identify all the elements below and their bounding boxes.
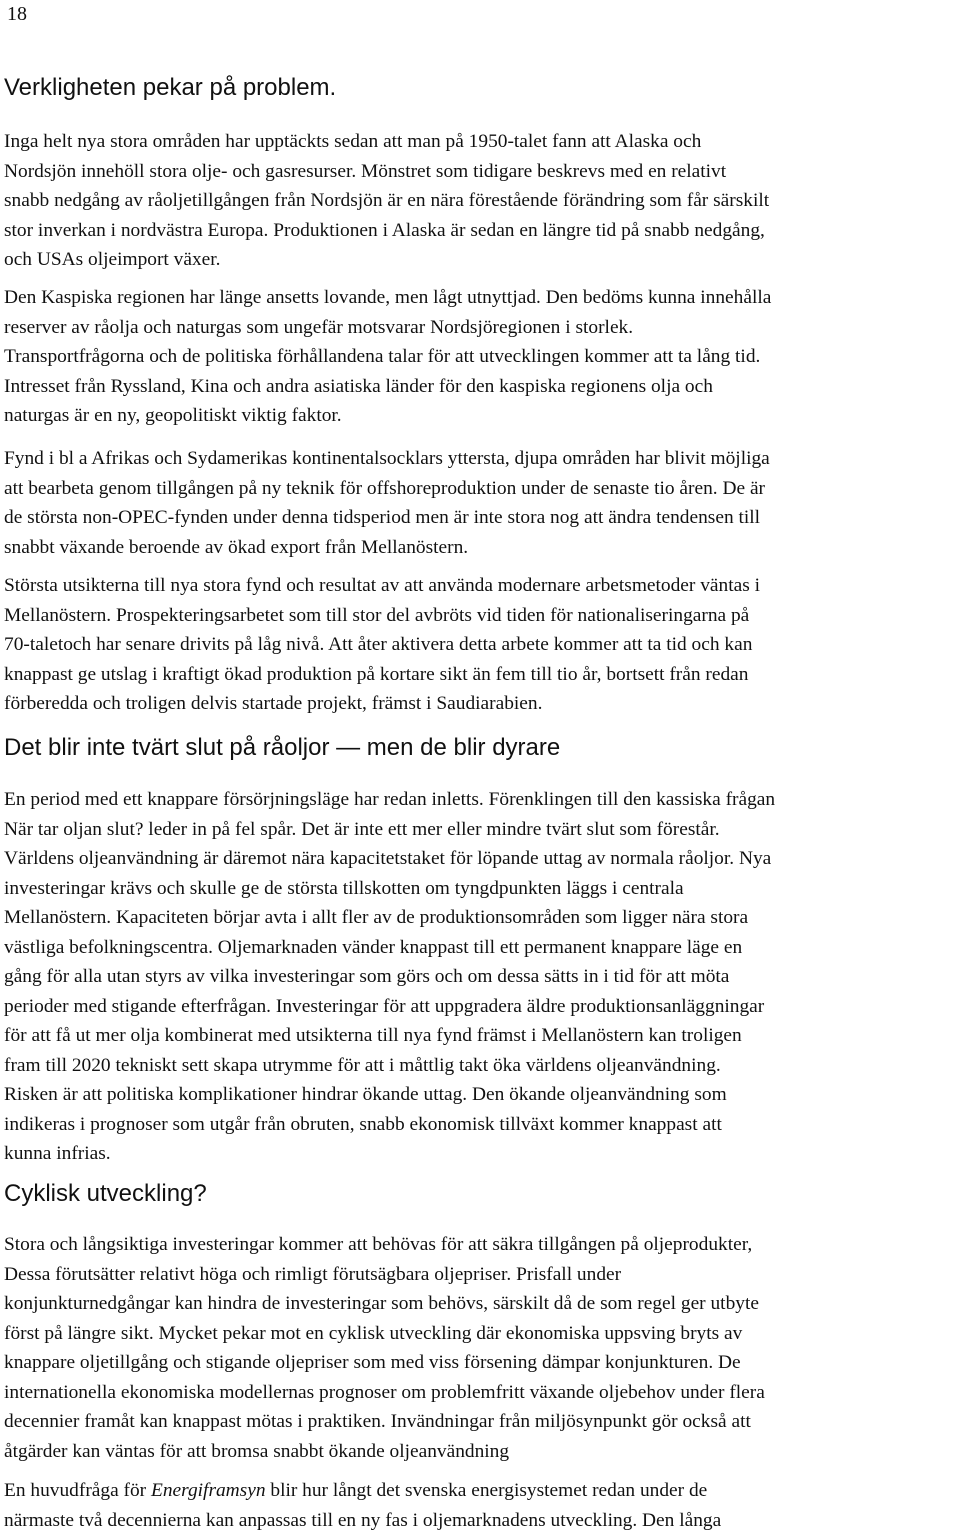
text-line: och USAs oljeimport växer. [4, 249, 221, 270]
section-heading-cyklisk: Cyklisk utveckling? [4, 1180, 207, 1207]
text-line: Risken är att politiska komplikationer hindrar ökande uttag. Den ökande oljeanvändning som [4, 1084, 727, 1105]
text-line: kunna infrias. [4, 1143, 111, 1164]
text-run: En huvudfråga för [4, 1480, 151, 1501]
text-line: indikeras i prognoser som utgår från obruten, snabb ekonomisk tillväxt kommer knappast att [4, 1113, 722, 1135]
text-line: Största utsikterna till nya stora fynd och resultat av att använda modernare arbetsmetoder väntas i [4, 575, 760, 596]
text-line: Fynd i bl a Afrikas och Sydamerikas kontinentalsocklars yttersta, djupa områden har blivit möjliga [4, 448, 770, 469]
text-line: reserver av råolja och naturgas som ungefär motsvarar Nordsjöregionen i storlek. [4, 316, 634, 338]
text-line: Intresset från Ryssland, Kina och andra asiatiska länder för den kaspiska regionens olja och [4, 375, 713, 397]
publication-title: Energiframsyn [151, 1480, 266, 1501]
text-line: konjunkturnedgångar kan hindra de investeringar som behövs, särskilt då de som regel ger utbyte [4, 1293, 759, 1314]
text-line [4, 1476, 721, 1506]
paragraph-kaspiska-regionen [4, 283, 771, 431]
text-line: Mellanöstern. Prospekteringsarbetet som till stor del avbröts vid tiden för nationaliseringarna på [4, 604, 750, 626]
text-line: först på längre sikt. Mycket pekar mot en cyklisk utveckling där ekonomiska uppsving bryts av [4, 1322, 743, 1344]
text-line: 70-taletoch har senare drivits på låg nivå. Att åter aktivera detta arbete kommer att ta tid och kan [4, 634, 753, 655]
text-line: Mellanöstern. Kapaciteten börjar avta i allt fler av de produktionsområden som ligger nära stora [4, 907, 749, 928]
text-line: knappast ge utslag i kraftigt ökad produktion på kortare sikt än fem till tio år, bortsett från redan [4, 663, 749, 685]
text-line: gång för alla utan styrs av vilka investeringar som görs och om dessa sätts in i tid för att möta [4, 966, 730, 987]
text-line: snabbt växande beroende av ökad export från Mellanöstern. [4, 536, 469, 558]
text-line: investeringar krävs och skulle ge de största tillskotten om tyngdpunkten läggs i centrala [4, 877, 684, 899]
text-line: stor inverkan i nordvästra Europa. Produktionen i Alaska är sedan en längre tid på snabb nedgång, [4, 219, 765, 241]
text-line: internationella ekonomiska modellernas prognoser om problemfritt växande oljebehov under flera [4, 1381, 765, 1403]
text-line: Transportfrågorna och de politiska förhållandena talar för att utvecklingen kommer att ta lång tid. [4, 346, 761, 367]
text-line: Världens oljeanvändning är däremot nära kapacitetstaket för löpande uttag av normala råoljor. Nya [4, 848, 772, 869]
text-line: En period med ett knappare försörjningsläge har redan inletts. Förenklingen till den kassiska frågan [4, 789, 776, 810]
text-line: åtgärder kan väntas för att bromsa snabbt ökande oljeanvändning [4, 1440, 510, 1462]
paragraph-mellanostern [4, 571, 760, 719]
paragraph-afrika-sydamerika [4, 444, 770, 562]
text-line: närmaste två decennierna kan anpassas till en ny fas i oljemarknadens utveckling. Den långa [4, 1509, 722, 1531]
text-line: När tar oljan slut? leder in på fel spår. Det är inte ett mer eller mindre tvärt slut som förestår. [4, 818, 720, 840]
text-line: snabb nedgång av råoljetillgången från Nordsjön är en nära förestående förändring som får särskilt [4, 190, 770, 211]
text-line: förberedda och troligen delvis startade projekt, främst i Saudiarabien. [4, 693, 543, 714]
text-line: Stora och långsiktiga investeringar kommer att behövas för att säkra tillgången på oljeprodukter, [4, 1234, 753, 1255]
text-line: naturgas är en ny, geopolitiskt viktig faktor. [4, 405, 342, 426]
section-heading-problem: Verkligheten pekar på problem. [4, 74, 337, 101]
text-line: Den Kaspiska regionen har länge ansetts lovande, men lågt utnyttjad. Den bedöms kunna innehålla [4, 287, 772, 308]
text-line: decennier framåt kan knappast mötas i praktiken. Invändningar från miljösynpunkt gör också att [4, 1411, 751, 1432]
paragraph-forsorjningslage [4, 785, 775, 1169]
text-line: västliga befolkningscentra. Oljemarknaden vänder knappast till ett permanent knappare läge en [4, 936, 743, 958]
paragraph-energiframsyn [4, 1476, 721, 1535]
text-run: blir hur långt det svenska energisystemet redan under de [265, 1480, 708, 1501]
text-line: knappare oljetillgång och stigande oljepriser som med viss försening dämpar konjunkturen. De [4, 1352, 741, 1373]
page-number: 18 [7, 3, 27, 25]
text-line: för att få ut mer olja kombinerat med utsikterna till nya fynd främst i Mellanöstern kan troligen [4, 1025, 742, 1046]
paragraph-alaska-nordsjon [4, 127, 769, 275]
text-line: perioder med stigande efterfrågan. Investeringar för att uppgradera äldre produktionsanläggningar [4, 995, 765, 1017]
text-line: att bearbeta genom tillgången på ny teknik för offshoreproduktion under de senaste tio åren. De är [4, 477, 766, 499]
text-line: Nordsjön innehöll stora olje- och gasresurser. Mönstret som tidigare beskrevs med en relativt [4, 160, 727, 182]
text-line: Inga helt nya stora områden har upptäckts sedan att man på 1950-talet fann att Alaska och [4, 131, 702, 152]
section-heading-dyrare: Det blir inte tvärt slut på råoljor — men de blir dyrare [4, 734, 561, 761]
text-line: de största non-OPEC-fynden under denna tidsperiod men är inte stora nog att ändra tendensen till [4, 507, 761, 528]
text-line: Dessa förutsätter relativt höga och rimligt förutsägbara oljepriser. Prisfall under [4, 1263, 622, 1285]
text-line: fram till 2020 tekniskt sett skapa utrymme för att i måttlig takt öka världens oljeanvändning. [4, 1054, 721, 1076]
paragraph-investeringar [4, 1230, 765, 1466]
